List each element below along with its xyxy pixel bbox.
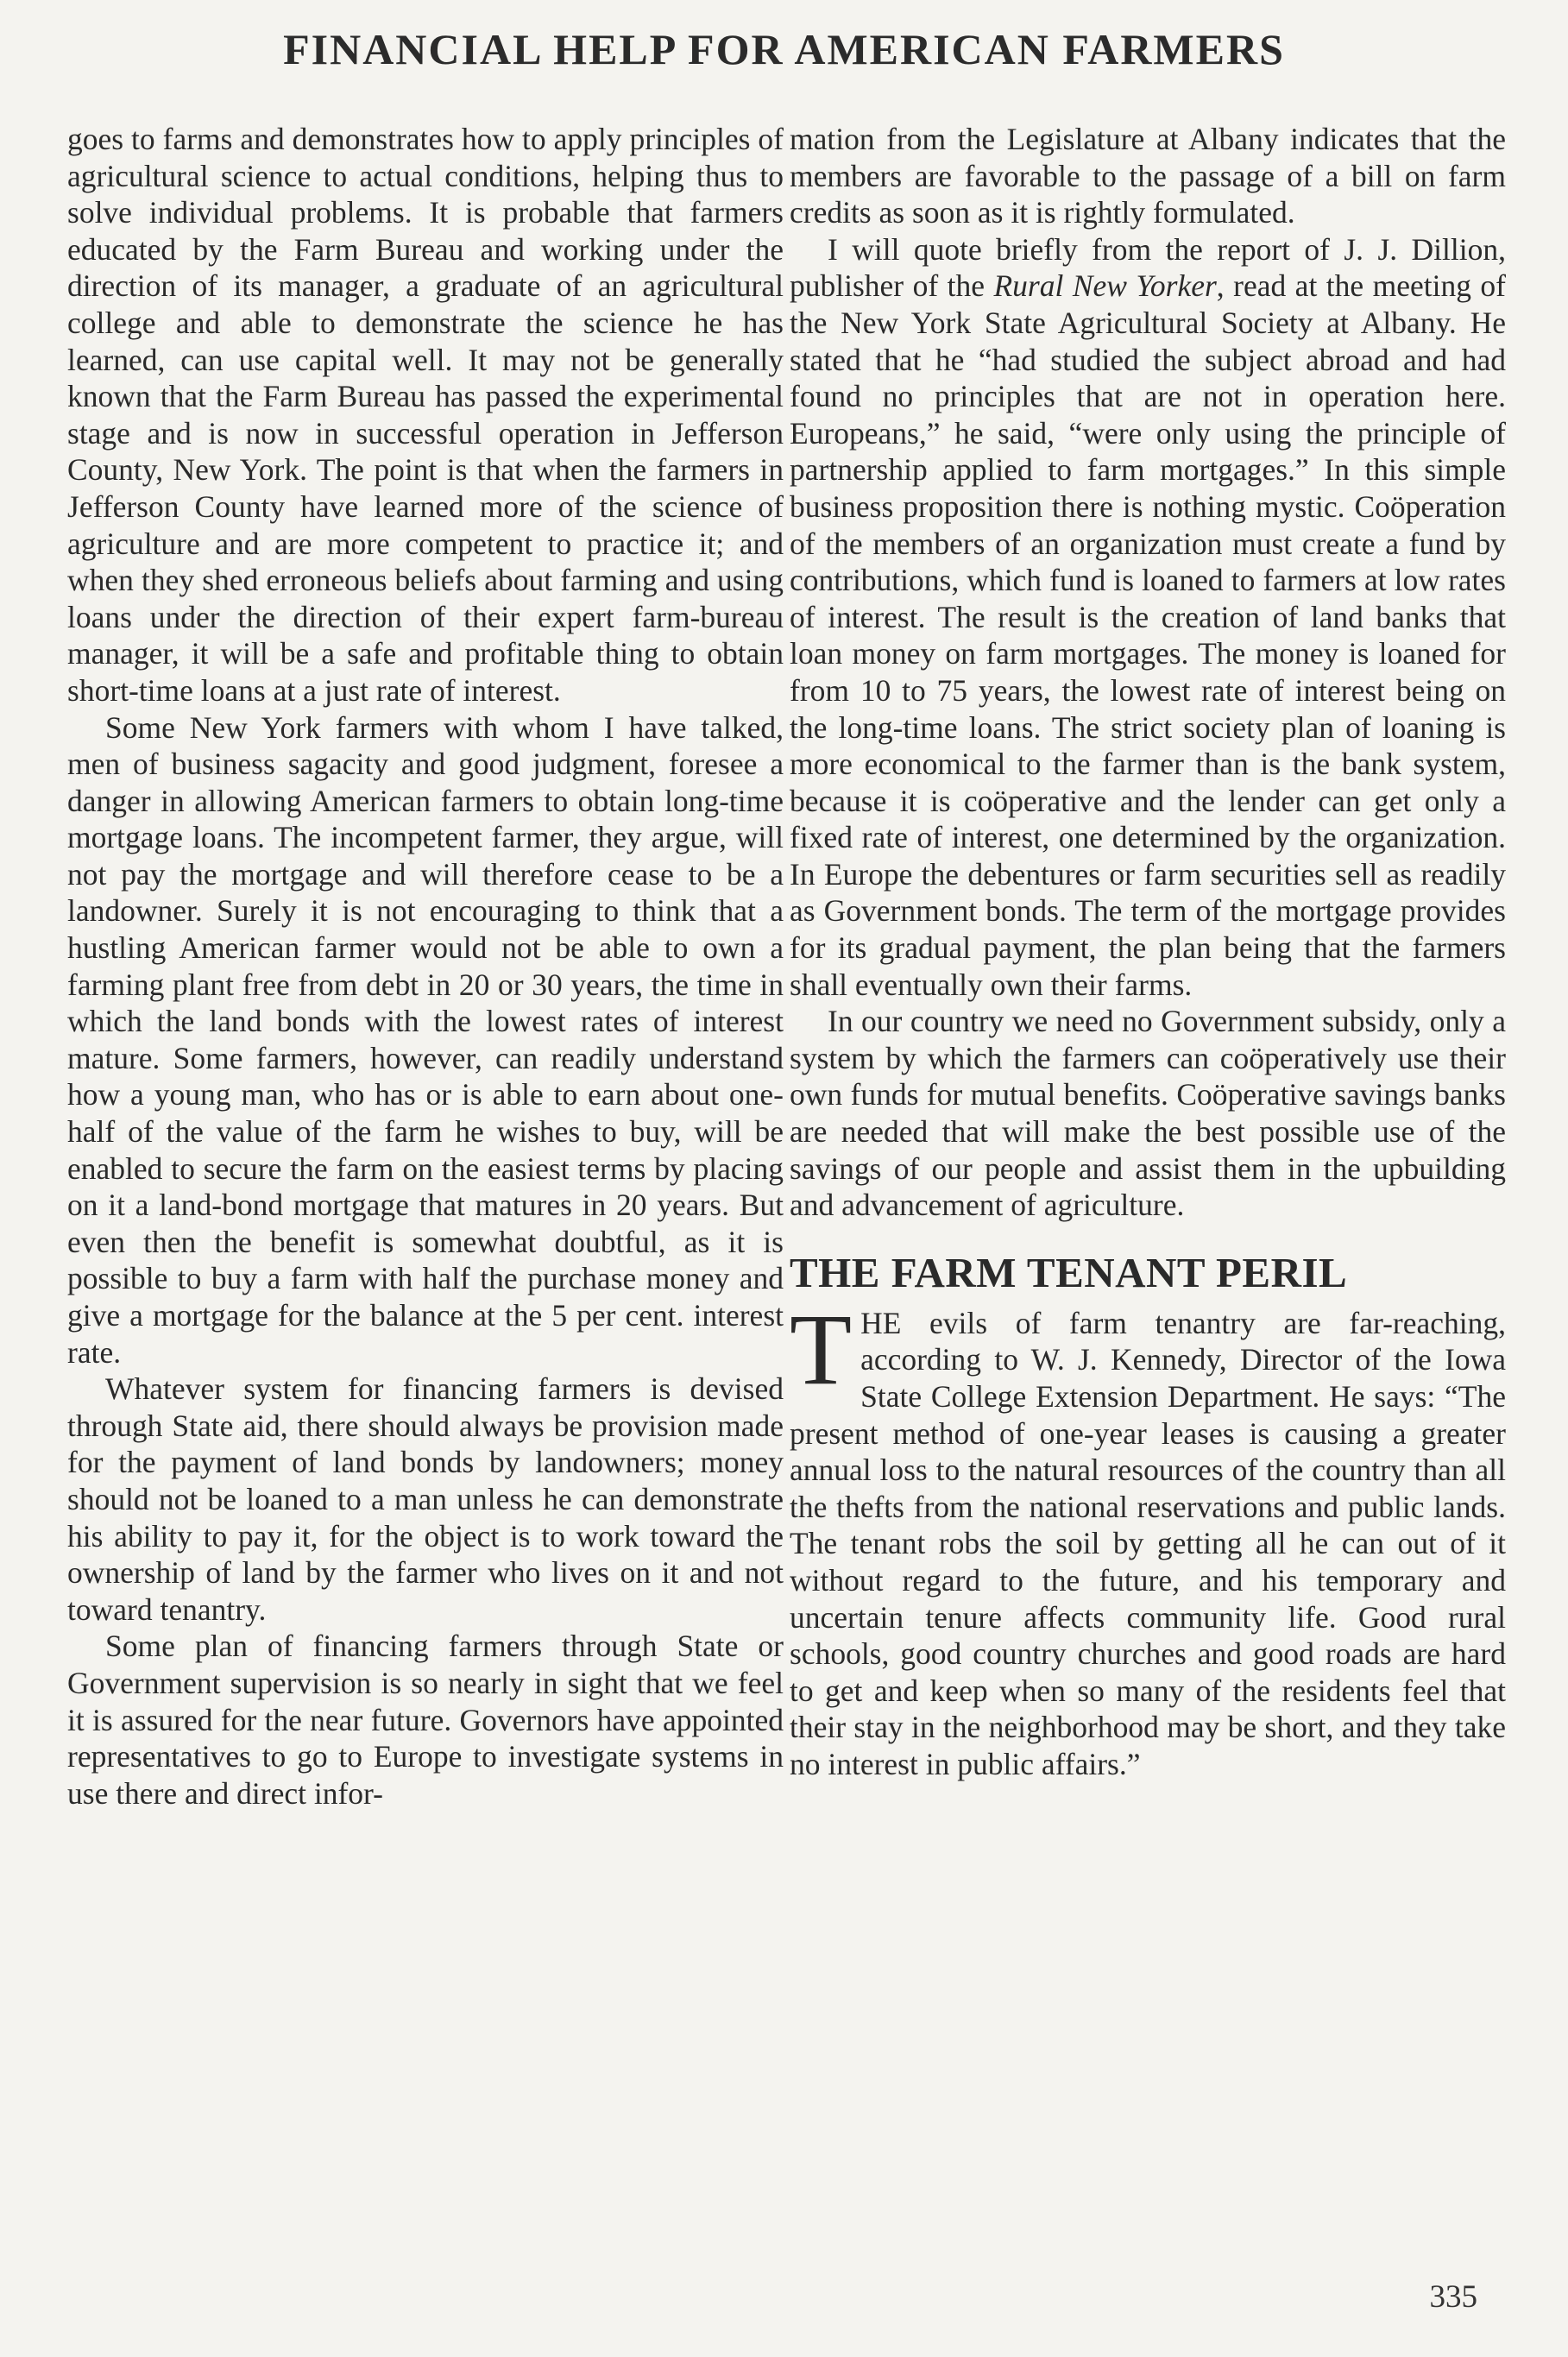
text-run: HE evils of farm tenantry are far-reaching, according to W. J. Kennedy, Director of the Iowa State College Extension Department. He says: “The present method of one-year leases is causing a greater annual loss to the natural resources of the country than all the thefts from the national reservations and public lands. The tenant robs the soil by getting all he can out of it without regard to the future, and his temporary and uncertain tenure affects community life. Good rural schools, good country churches and good roads are hard to get and keep when so many of the residents feel that their stay in the neighborhood may be short, and they take no interest in public affairs.”	[790, 1305, 1506, 1781]
paragraph: Some New York farmers with whom I have talked, men of business sagacity and good judgment, foresee a danger in allowing American farmers to obtain long-time mortgage loans. The incompetent farmer, they argue, will not pay the mortgage and will therefore cease to be a landowner. Surely it is not encouraging to think that a hustling American farmer would not be able to own a farming plant free from debt in 20 or 30 years, the time in which the land bonds with the lowest rates of interest mature. Some farmers, however, can readily understand how a young man, who has or is able to earn about one-half of the value of the farm he wishes to buy, will be enabled to secure the farm on the easiest terms by placing on it a land-bond mortgage that matures in 20 years. But even then the benefit is somewhat doubtful, as it is possible to buy a farm with half the purchase money and give a mortgage for the balance at the 5 per cent. interest rate.	[67, 709, 784, 1370]
drop-cap: T	[790, 1292, 853, 1406]
paragraph: Whatever system for financing farmers is devised through State aid, there should always be provision made for the payment of land bonds by landowners; money should not be loaned to a man unless he can demonstrate his ability to pay it, for the object is to work toward the ownership of land by the farmer who lives on it and not toward tenantry.	[67, 1371, 784, 1627]
publication-title: Rural New Yorker	[993, 268, 1217, 304]
paragraph: Some plan of financing farmers through State or Government supervision is so nearly in sight that we feel it is assured for the near future. Governors have appointed representatives to go to Europe to investigate systems in use there and direct infor-	[67, 1629, 784, 1811]
left-column	[67, 121, 784, 1812]
page-number: 335	[1429, 2279, 1477, 2315]
right-column	[790, 121, 1506, 1783]
running-head: FINANCIAL HELP FOR AMERICAN FARMERS	[283, 25, 1285, 73]
paragraph	[790, 231, 1506, 1003]
paragraph	[790, 1292, 1506, 1783]
text-run: , read at the meeting of the New York State Agricultural Society at Albany. He stated that he “had studied the subject abroad and had found no principles that are not in operation here. Europeans,” he said, “were only using the principle of partnership applied to farm mortgages.” In this simple business proposition there is nothing mystic. Coöperation of the members of an organization must create a fund by contributions, which fund is loaned to farmers at low rates of interest. The result is the creation of land banks that loan money on farm mortgages. The money is loaned for from 10 to 75 years, the lowest rate of interest being on the long-time loans. The strict society plan of loaning is more economical to the farmer than is the bank system, because it is coöperative and the lender can get only a fixed rate of interest, one determined by the organization. In Europe the debentures or farm securities sell as readily as Government bonds. The term of the mortgage provides for its gradual payment, the plan being that the farmers shall eventually own their farms.	[790, 268, 1507, 1002]
paragraph: mation from the Legislature at Albany indicates that the members are favorable to the passage of a bill on farm credits as soon as it is rightly formulated.	[790, 122, 1506, 230]
section-title: THE FARM TENANT PERIL	[790, 1248, 1348, 1296]
paragraph: In our country we need no Government subsidy, only a system by which the farmers can coöperatively use their own funds for mutual benefits. Coöperative savings banks are needed that will make the best possible use of the savings of our people and assist them in the upbuilding and advancement of agriculture.	[790, 1004, 1506, 1223]
text-run: I will quote briefly from the report of J. J. Dillion, publisher of the	[790, 231, 1506, 304]
paragraph: goes to farms and demonstrates how to apply principles of agricultural science to actual conditions, helping thus to solve individual problems. It is probable that farmers educated by the Farm Bureau and working under the direction of its manager, a graduate of an agricultural college and able to demonstrate the science he has learned, can use capital well. It may not be generally known that the Farm Bureau has passed the experimental stage and is now in successful operation in Jefferson County, New York. The point is that when the farmers in Jefferson County have learned more of the science of agriculture and are more competent to practice it; and when they shed erroneous beliefs about farming and using loans under the direction of their expert farm-bureau manager, it will be a safe and profitable thing to obtain short-time loans at a just rate of interest.	[67, 122, 784, 708]
